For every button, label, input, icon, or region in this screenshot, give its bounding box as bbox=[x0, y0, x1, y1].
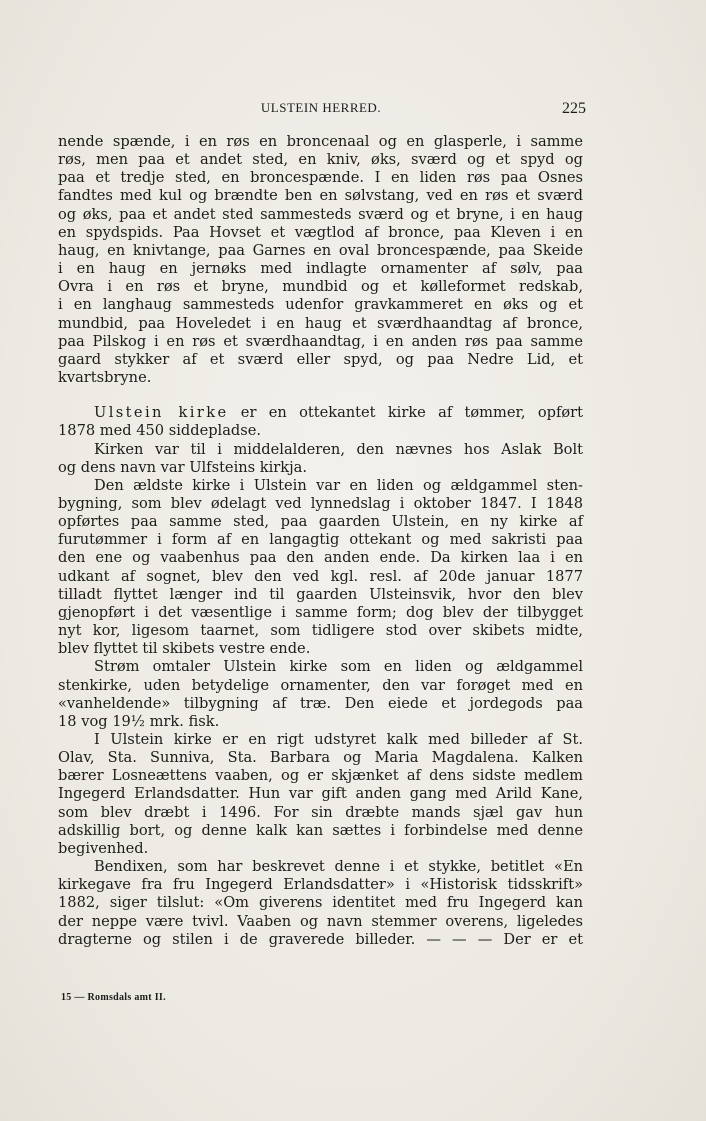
text-line: den ene og vaabenhus paa den anden ende. Da kirken laa i en bbox=[58, 549, 583, 567]
paragraph-strom bbox=[58, 658, 583, 731]
text-line bbox=[58, 404, 583, 422]
text-line: begivenhed. bbox=[58, 839, 149, 857]
text-fragment: er en ottekantet kirke af tømmer, opført bbox=[228, 404, 583, 422]
text-line: Bendixen, som har beskrevet denne i et stykke, betitlet «En bbox=[94, 858, 583, 876]
text-line: opførtes paa samme sted, paa gaarden Ulstein, en ny kirke af bbox=[58, 513, 583, 531]
text-line: paa et tredje sted, en broncespænde. I en liden røs paa Osnes bbox=[58, 169, 583, 187]
running-header bbox=[56, 100, 586, 120]
running-head-title: ULSTEIN HERRED. bbox=[260, 100, 382, 115]
page-number: 225 bbox=[562, 100, 586, 117]
text-line: nyt kor, ligesom taarnet, som tidligere stod over skibets midte, bbox=[58, 622, 583, 640]
text-line: kirkegave fra fru Ingegerd Erlandsdatter» i «Historisk tidsskrift» bbox=[58, 876, 583, 894]
text-line: gjenopført i det væsentlige i samme form; dog blev der tilbygget bbox=[58, 603, 583, 621]
paragraph-middle-ages bbox=[58, 441, 583, 477]
text-line: haug, en knivtange, paa Garnes en oval broncespænde, paa Skeide bbox=[58, 241, 583, 259]
text-line: bygning, som blev ødelagt ved lynnedslag i oktober 1847. I 1848 bbox=[58, 494, 583, 512]
text-line: som blev dræbt i 1496. For sin dræbte mands sjæl gav hun bbox=[58, 803, 583, 821]
text-line: I Ulstein kirke er en rigt udstyret kalk med billeder af St. bbox=[94, 731, 583, 748]
text-line: en spydspids. Paa Hovset et vægtlod af bronce, paa Kleven i en bbox=[58, 223, 583, 241]
text-line: i en haug en jernøks med indlagte ornamenter af sølv, paa bbox=[58, 260, 583, 278]
text-line: og øks, paa et andet sted sammesteds sværd og et bryne, i en haug bbox=[58, 205, 583, 223]
paragraph-chalice bbox=[58, 731, 583, 858]
paragraph-finds bbox=[58, 133, 583, 387]
text-line: der neppe være tvivl. Vaaben og navn stemmer overens, ligeledes bbox=[58, 912, 583, 930]
paragraph-bendixen bbox=[58, 858, 583, 949]
text-line: tilladt flyttet længer ind til gaarden Ulsteinsvik, hvor den blev bbox=[58, 585, 583, 603]
text-line: Ingegerd Erlandsdatter. Hun var gift anden gang med Arild Kane, bbox=[58, 785, 583, 803]
text-line: Den ældste kirke i Ulstein var en liden og ældgammel sten- bbox=[94, 476, 583, 494]
text-line: gaard stykker af et sværd eller spyd, og paa Nedre Lid, et bbox=[58, 350, 583, 368]
text-line: 1878 med 450 siddepladse. bbox=[58, 422, 262, 440]
text-line: Ovra i en røs et bryne, mundbid og et kølleformet redskab, bbox=[58, 278, 583, 296]
body-text bbox=[58, 133, 583, 949]
text-line: adskillig bort, og denne kalk kan sættes i forbindelse med denne bbox=[58, 821, 583, 839]
spaced-heading-word: Ulstein kirke bbox=[94, 404, 229, 422]
text-line: paa Pilskog i en røs et sværdhaandtag, i en anden røs paa samme bbox=[58, 332, 583, 350]
text-line: kvartsbryne. bbox=[58, 369, 152, 387]
text-line: Kirken var til i middelalderen, den nævnes hos Aslak Bolt bbox=[94, 440, 583, 458]
text-line: fandtes med kul og brændte ben en sølvstang, ved en røs et sværd bbox=[58, 187, 583, 205]
text-line: røs, men paa et andet sted, en kniv, øks, sværd og et spyd og bbox=[58, 151, 583, 169]
text-line: i en langhaug sammesteds udenfor gravkammeret en øks og et bbox=[58, 296, 583, 314]
paragraph-church-intro bbox=[58, 404, 583, 440]
text-line: og dens navn var Ulfsteins kirkja. bbox=[58, 458, 307, 476]
text-line: bærer Losneættens vaaben, og er skjænket af dens sidste medlem bbox=[58, 767, 583, 785]
text-line: «vanheldende» tilbygning af træ. Den eiede et jordegods paa bbox=[58, 694, 583, 712]
signature-mark: 15 — Romsdals amt II. bbox=[61, 992, 166, 1003]
text-line: furutømmer i form af en langagtig ottekant og med sakristi paa bbox=[58, 531, 583, 549]
paragraph-oldest-church bbox=[58, 477, 583, 659]
text-line: Strøm omtaler Ulstein kirke som en liden og ældgammel bbox=[94, 658, 583, 676]
text-line: stenkirke, uden betydelige ornamenter, den var forøget med en bbox=[58, 676, 583, 694]
text-line: 1882, siger tilslut: «Om giverens identitet med fru Ingegerd kan bbox=[58, 894, 583, 912]
text-line: Olav, Sta. Sunniva, Sta. Barbara og Maria Magdalena. Kalken bbox=[58, 749, 583, 767]
text-line: mundbid, paa Hoveledet i en haug et sværdhaandtag af bronce, bbox=[58, 314, 583, 332]
text-line: dragterne og stilen i de graverede billeder. — — — Der er et bbox=[58, 930, 583, 948]
text-line: nende spænde, i en røs en broncenaal og en glasperle, i samme bbox=[58, 133, 583, 150]
text-line: udkant af sognet, blev den ved kgl. resl. af 20de januar 1877 bbox=[58, 567, 583, 585]
text-line: 18 vog 19½ mrk. fisk. bbox=[58, 712, 220, 730]
text-line: blev flyttet til skibets vestre ende. bbox=[58, 640, 311, 658]
